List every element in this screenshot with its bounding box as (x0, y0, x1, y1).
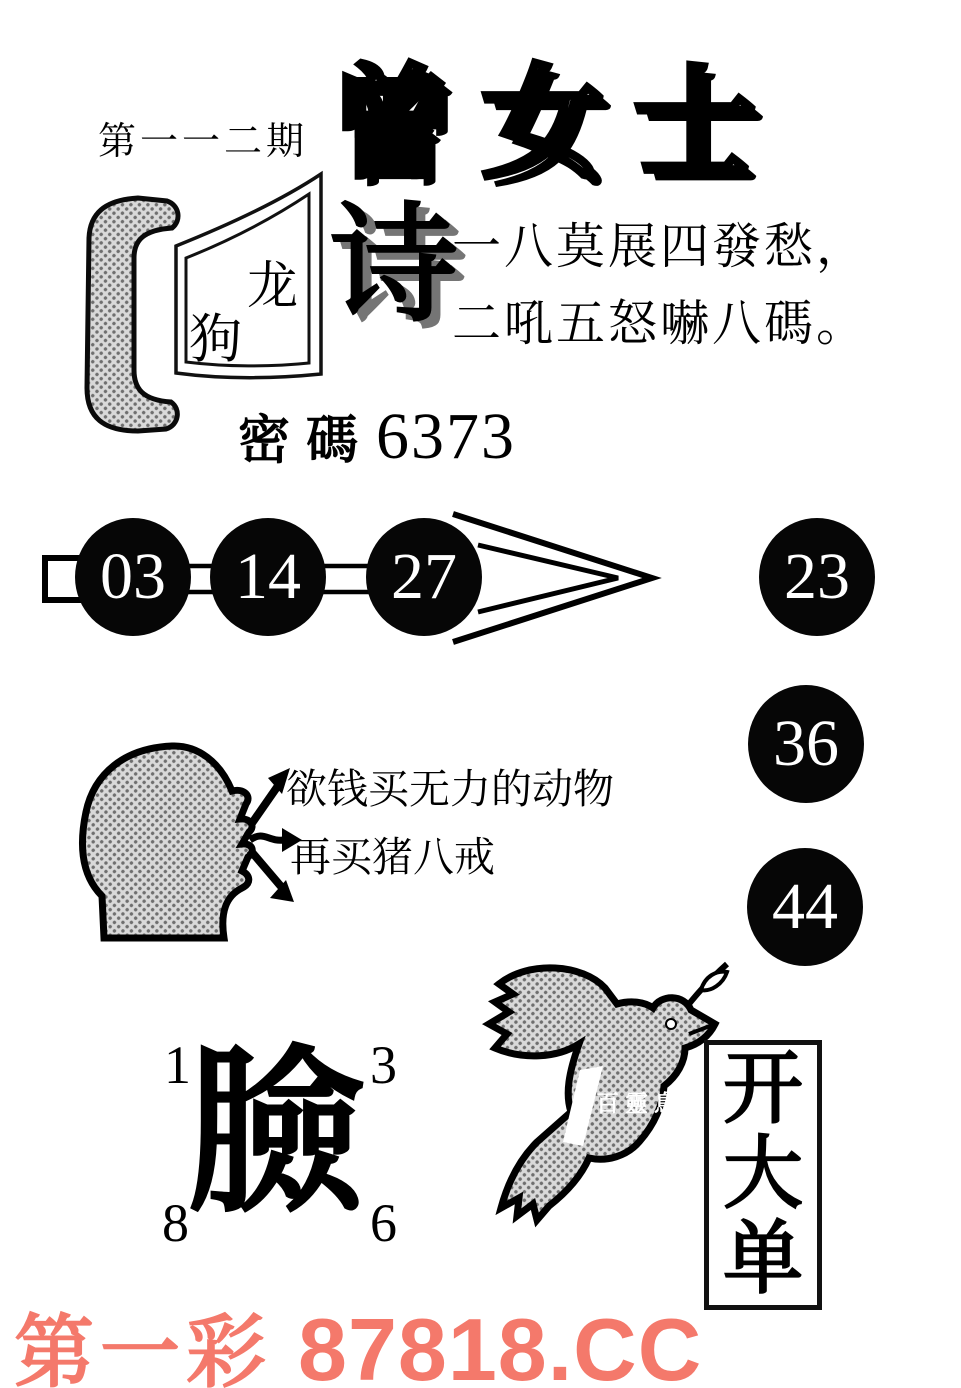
result-box-char-3: 单 (723, 1216, 803, 1304)
face-character: 臉 (186, 1035, 367, 1234)
corner-digit-top-left: 1 (164, 1035, 191, 1095)
secret-code-label: 密碼 (238, 413, 375, 470)
result-box-char-2: 大 (723, 1131, 803, 1219)
side-number-ball-2: 36 (748, 685, 864, 803)
talking-head-icon (72, 740, 262, 945)
zodiac-dragon-label: 龙 (247, 259, 299, 315)
poem-line-2: 二吼五怒嚇八碼。 (452, 296, 869, 351)
corner-digit-top-right: 3 (370, 1035, 397, 1095)
side-number-ball-1: 23 (759, 518, 875, 636)
corner-digit-bottom-left: 8 (162, 1193, 189, 1253)
footer-banner (14, 1288, 702, 1388)
poem-line-1: 一八莫展四發愁， (452, 219, 869, 274)
corner-digit-bottom-right: 6 (370, 1193, 397, 1253)
zodiac-dog-label: 狗 (189, 311, 242, 369)
result-box (704, 1040, 822, 1310)
number-ball-1: 03 (75, 518, 191, 636)
hint-line-2: 再买猪八戒 (290, 834, 495, 880)
poem-text (452, 208, 868, 362)
dove-label: 百靈鳥 (596, 1091, 683, 1116)
result-box-char-1: 开 (723, 1046, 803, 1134)
hint-line-1: 欲钱买无力的动物 (286, 766, 614, 812)
brand-name: 第一彩 (14, 1308, 272, 1388)
issue-label: 第一一二期 (98, 121, 309, 163)
secret-code-row (238, 398, 516, 475)
secret-code-value: 6373 (376, 400, 517, 473)
page-title: 曾女士 (330, 58, 786, 193)
site-url: 87818.CC (298, 1300, 703, 1388)
number-ball-3: 27 (366, 518, 482, 636)
side-number-ball-3: 44 (747, 848, 863, 966)
number-ball-2: 14 (210, 518, 326, 636)
poem-tag: 诗 (330, 195, 459, 337)
